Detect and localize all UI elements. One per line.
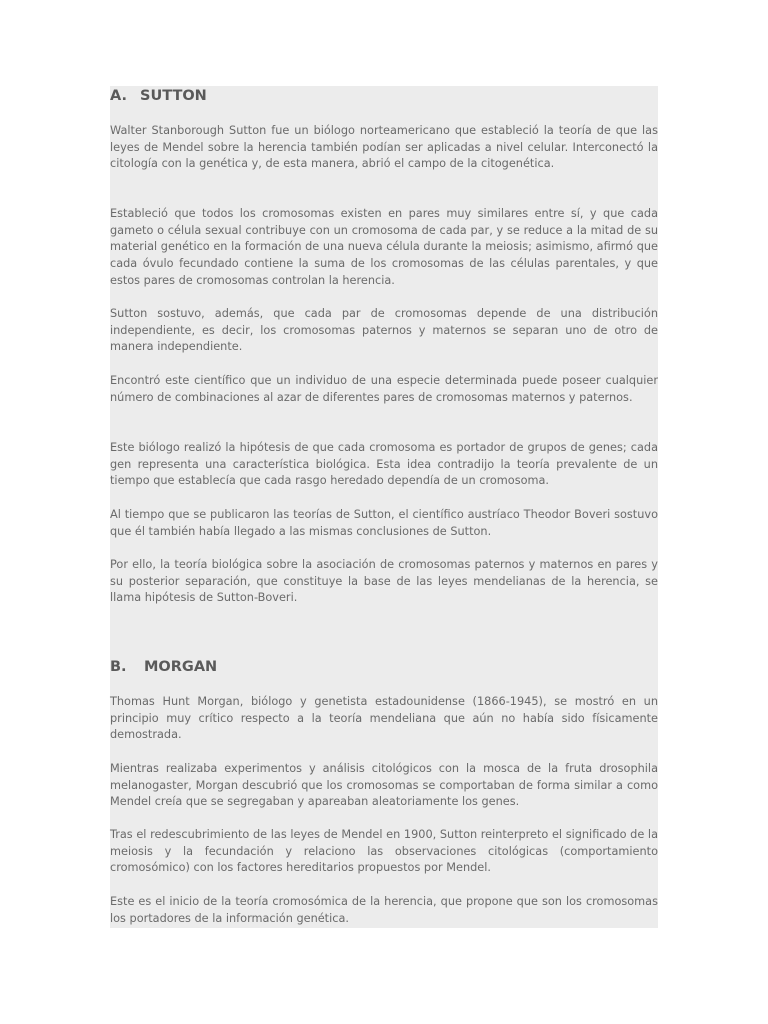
paragraph: Este biólogo realizó la hipótesis de que cada cromosoma es portador de grupos de genes; cada gen representa una característica biológica. Esta idea contradijo la teoría prevalente de un tiempo que establecía que cada rasgo heredado dependía de un cromosoma. [110, 441, 658, 488]
paragraph: Por ello, la teoría biológica sobre la asociación de cromosomas paternos y maternos en pares y su posterior separación, que constituye la base de las leyes mendelianas de la herencia, se llama hipótesis de Sutton-Boveri. [110, 558, 658, 605]
paragraph: Mientras realizaba experimentos y análisis citológicos con la mosca de la fruta drosophila melanogaster, Morgan descubrió que los cromosomas se comportaban de forma similar a como Mendel creía que se segregaban y apareaban aleatoriamente los genes. [110, 762, 658, 809]
paragraph: Estableció que todos los cromosomas existen en pares muy similares entre sí, y que cada gameto o célula sexual contribuye con un cromosoma de cada par, y se reduce a la mitad de su material genético en la formación de una nueva célula durante la meiosis; asimismo, afirmó que cada óvulo fecundado contiene la suma de los cromosomas de las células parentales, y que estos pares de cromosomas controlan la herencia. [110, 207, 658, 287]
paragraph: Thomas Hunt Morgan, biólogo y genetista estadounidense (1866-1945), se mostró en un principio muy crítico respecto a la teoría mendeliana que aún no había sido físicamente demostrada. [110, 695, 658, 742]
document-content [110, 86, 658, 928]
section-title: MORGAN [144, 659, 218, 675]
paragraph: Este es el inicio de la teoría cromosómica de la herencia, que propone que son los cromosomas los portadores de la información genética. [110, 895, 658, 925]
paragraph: Walter Stanborough Sutton fue un biólogo norteamericano que estableció la teoría de que las leyes de Mendel sobre la herencia también podían ser aplicadas a nivel celular. Interconectó la citología con la genética y, de esta manera, abrió el campo de la citogenética. [110, 124, 658, 171]
paragraph: Al tiempo que se publicaron las teorías de Sutton, el científico austríaco Theodor Boveri sostuvo que él también había llegado a las mismas conclusiones de Sutton. [110, 508, 658, 538]
paragraph: Encontró este científico que un individuo de una especie determinada puede poseer cualquier número de combinaciones al azar de diferentes pares de cromosomas maternos y paternos. [110, 374, 658, 404]
paragraph: Tras el redescubrimiento de las leyes de Mendel en 1900, Sutton reinterpreto el significado de la meiosis y la fecundación y relaciono las observaciones citológicas (comportamiento cromosómico) con los factores hereditarios propuestos por Mendel. [110, 828, 658, 875]
paragraph: Sutton sostuvo, además, que cada par de cromosomas depende de una distribución independiente, es decir, los cromosomas paternos y maternos se separan uno de otro de manera independiente. [110, 307, 658, 354]
section-letter: A. [110, 88, 127, 104]
section-letter: B. [110, 659, 127, 675]
section-title: SUTTON [140, 88, 207, 104]
section-heading-sutton [110, 87, 207, 105]
section-heading-morgan [110, 658, 217, 676]
